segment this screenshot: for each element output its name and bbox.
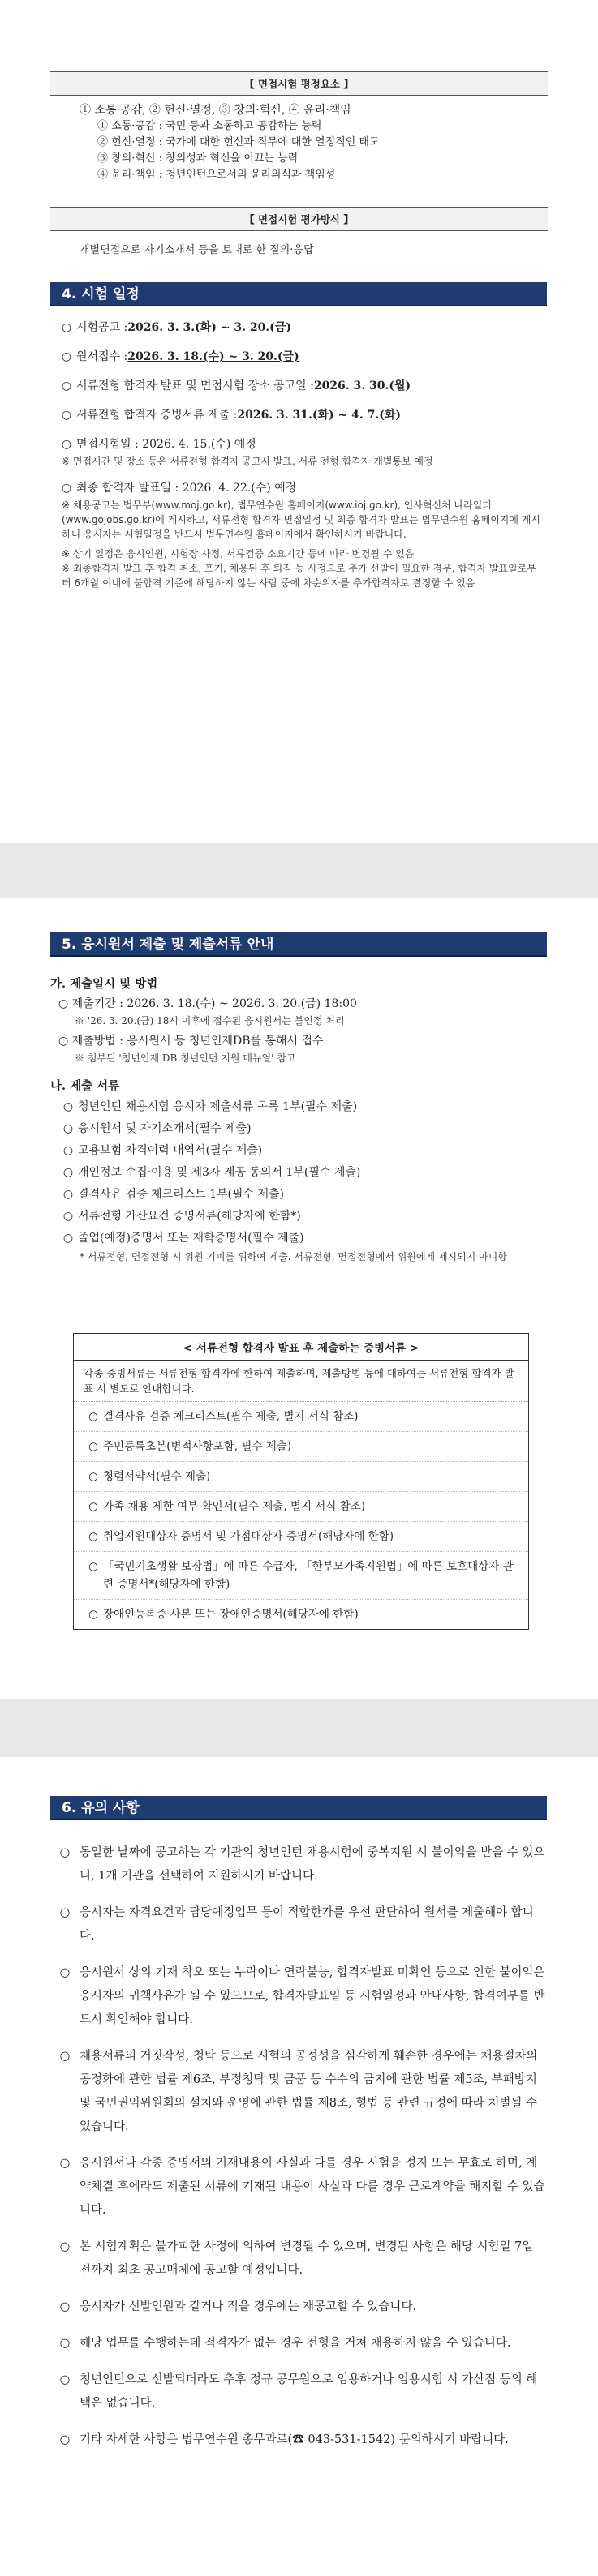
caution-item: ○ 응시자가 선발인원과 같거나 적을 경우에는 재공고할 수 있습니다. xyxy=(59,2300,417,2313)
evidence-item: ○ 가족 채용 제한 여부 확인서(필수 제출, 별지 서식 참조) xyxy=(74,1492,528,1522)
criteria-items-line: ① 소통·공감, ② 헌신·열정, ③ 창의·혁신, ④ 윤리·책임 xyxy=(80,104,351,117)
criteria-detail: ④ 윤리·책임 : 청년인턴으로서의 윤리의식과 책임성 xyxy=(97,169,336,181)
evidence-item: ○ 장애인등록증 사본 또는 장애인증명서(해당자에 한함) xyxy=(88,1608,359,1621)
method-note: ※ 첨부된 '청년인재 DB 청년인턴 지원 매뉴얼' 참고 xyxy=(75,1052,296,1064)
criteria-detail: ① 소통·공감 : 국민 등과 소통하고 공감하는 능력 xyxy=(97,120,322,132)
evidence-item: ○ 「국민기초생활 보장법」에 따른 수급자, 「한부모가족지원법」에 따른 보호대상자 관련 증명서*(해당자에 한함) xyxy=(74,1552,528,1600)
caution-item: ○ 본 시험계획은 불가피한 사정에 의하여 변경될 수 있으며, 변경된 사항은 해당 시험일 7일 전까지 최초 공고매체에 공고할 예정입니다. xyxy=(59,2240,534,2277)
criteria-header: 【 면접시험 평정요소 】 xyxy=(50,71,548,96)
schedule-note: ※ 채용공고는 법무부(www.moj.go.kr), 법무연수원 홈페이지(www.ioj.go.kr), 인사혁신처 나라일터(www.gojobs.go.kr)에 게시하고, 서류전형 합격자·면접일정 및 최종 합격자 발표는 법무연수원 홈페이지에 게시하니 응시자는 시험일정을 반드시 법무연수원 홈페이지에서 확인하시기 바랍니다. xyxy=(62,499,540,540)
caution-item: ○ 동일한 날짜에 공고하는 각 기관의 청년인턴 채용시험에 중복지원 시 불이익을 받을 수 있으니, 1개 기관을 선택하여 지원하시기 바랍니다. xyxy=(59,1846,545,1883)
page-1 xyxy=(0,0,598,843)
caution-item: ○ 기타 자세한 사항은 법무연수원 총무과로(☎ 043-531-1542) 문의하시기 바랍니다. xyxy=(59,2433,509,2446)
period-row: ○ 제출기간 : 2026. 3. 18.(수) ~ 2026. 3. 20.(금) 18:00 xyxy=(58,997,357,1010)
page-gap xyxy=(0,843,598,898)
doc-item: ○ 결격사유 검증 체크리스트 1부(필수 제출) xyxy=(62,1188,285,1201)
criteria-list xyxy=(80,102,548,183)
caution-list xyxy=(50,1841,547,2465)
schedule-row: ○ 시험공고 : 2026. 3. 3.(화) ~ 3. 20.(금) xyxy=(61,321,291,334)
docs-note: * 서류전형, 면접전형 시 위원 기피를 위하여 제출. 서류전형, 면접전형에서 위원에게 제시되지 아니함 xyxy=(80,1251,507,1262)
caution-item: ○ 해당 업무를 수행하는데 적격자가 없는 경우 전형을 거쳐 채용하지 않을 수 있습니다. xyxy=(59,2337,511,2350)
schedule-note: ※ 상기 일정은 응시인원, 시험장 사정, 서류검증 소요기간 등에 따라 변경될 수 있음 xyxy=(62,548,415,559)
page-2 xyxy=(0,898,598,1699)
interview-date-row: ○ 면접시험일 : 2026. 4. 15.(수) 예정 xyxy=(61,438,256,451)
method-row: ○ 제출방법 : 응시원서 등 청년인재DB를 통해서 접수 xyxy=(58,1035,324,1048)
doc-item: ○ 졸업(예정)증명서 또는 재학증명서(필수 제출) xyxy=(62,1232,304,1245)
criteria-detail: ② 헌신·열정 : 국가에 대한 헌신과 직무에 대한 열정적인 태도 xyxy=(97,136,380,148)
evidence-box-subtitle: 각종 증빙서류는 서류전형 합격자에 한하여 제출하며, 제출방법 등에 대하여는 서류전형 합격자 발표 시 별도로 안내합니다. xyxy=(74,1361,528,1402)
sub-heading-a: 가. 제출일시 및 방법 xyxy=(50,977,158,991)
schedule-note: ※ 최종합격자 발표 후 합격 취소, 포기, 채용된 후 퇴직 등 사정으로 추가 선발이 필요한 경우, 합격자 발표일로부터 6개월 이내에 불합격 기준에 해당하지 않는 사람 중에 차순위자를 추가합격자로 결정할 수 있음 xyxy=(62,563,536,589)
criteria-detail: ③ 창의·혁신 : 창의성과 혁신을 이끄는 능력 xyxy=(97,152,299,165)
evidence-item: ○ 취업지원대상자 증명서 및 가점대상자 증명서(해당자에 한함) xyxy=(74,1522,528,1552)
method-header: 【 면접시험 평가방식 】 xyxy=(50,207,548,231)
doc-item: ○ 응시원서 및 자기소개서(필수 제출) xyxy=(62,1122,252,1135)
page-3 xyxy=(0,1757,598,2576)
doc-item: ○ 서류전형 가산요건 증명서류(해당자에 한함*) xyxy=(62,1210,301,1223)
evidence-item: ○ 결격사유 검증 체크리스트(필수 제출, 별지 서식 참조) xyxy=(74,1402,528,1432)
schedule-list xyxy=(57,318,553,590)
section-6-title: 6. 유의 사항 xyxy=(50,1796,547,1820)
schedule-row: ○ 서류전형 합격자 발표 및 면접시험 장소 공고일 : 2026. 3. 30.(월) xyxy=(61,379,411,392)
interview-note: ※ 면접시간 및 장소 등은 서류전형 합격자 공고시 발표, 서류 전형 합격자 개별통보 예정 xyxy=(62,456,433,467)
final-date-row: ○ 최종 합격자 발표일 : 2026. 4. 22.(수) 예정 xyxy=(61,482,297,495)
section-5-title: 5. 응시원서 제출 및 제출서류 안내 xyxy=(50,932,547,957)
page-gap xyxy=(0,1699,598,1757)
submission-block xyxy=(50,975,547,1264)
section-4-title: 4. 시험 일정 xyxy=(50,282,547,306)
doc-item: ○ 고용보험 자격이력 내역서(필수 제출) xyxy=(62,1144,263,1157)
evidence-docs-box xyxy=(73,1333,529,1630)
schedule-row: ○ 서류전형 합격자 증빙서류 제출 : 2026. 3. 31.(화) ~ 4. 7.(화) xyxy=(61,409,402,422)
caution-item: ○ 채용서류의 거짓작성, 청탁 등으로 시험의 공정성을 심각하게 훼손한 경우에는 채용절차의 공정화에 관한 법률 제6조, 부정청탁 및 금품 등 수수의 금지에 관한 법률 제5조, 부패방지 및 국민권익위원회의 설치와 운영에 관한 법률 제8조, 형법 등 관련 규정에 따라 처벌될 수 있습니다. xyxy=(59,2050,538,2133)
sub-heading-b: 나. 제출 서류 xyxy=(50,1079,120,1093)
caution-item: ○ 응시자는 자격요건과 담당예정업무 등이 적합한가를 우선 판단하여 원서를 제출해야 합니다. xyxy=(59,1906,534,1943)
method-text: 개별면접으로 자기소개서 등을 토대로 한 질의·응답 xyxy=(80,244,314,256)
caution-item: ○ 청년인턴으로 선발되더라도 추후 정규 공무원으로 임용하거나 임용시험 시 가산점 등의 혜택은 없습니다. xyxy=(59,2373,538,2410)
schedule-row: ○ 원서접수 : 2026. 3. 18.(수) ~ 3. 20.(금) xyxy=(61,350,299,363)
evidence-box-title: < 서류전형 합격자 발표 후 제출하는 증빙서류 > xyxy=(74,1334,528,1361)
evidence-item: ○ 주민등록초본(병적사항포함, 필수 제출) xyxy=(74,1432,528,1462)
period-note: ※ '26. 3. 20.(금) 18시 이후에 접수된 응시원서는 불인정 처리 xyxy=(75,1015,345,1027)
caution-item: ○ 응시원서나 각종 증명서의 기재내용이 사실과 다를 경우 시험을 정지 또는 무효로 하며, 계약체결 후에라도 제출된 서류에 기재된 내용이 사실과 다를 경우 근로계약을 해지할 수 있습니다. xyxy=(59,2157,545,2217)
doc-item: ○ 개인정보 수집·이용 및 제3자 제공 동의서 1부(필수 제출) xyxy=(62,1166,361,1179)
evidence-item: ○ 청렴서약서(필수 제출) xyxy=(74,1462,528,1492)
doc-item: ○ 청년인턴 채용시험 응시자 제출서류 목록 1부(필수 제출) xyxy=(62,1100,358,1113)
caution-item: ○ 응시원서 상의 기재 착오 또는 누락이나 연락불능, 합격자발표 미확인 등으로 인한 불이익은 응시자의 귀책사유가 될 수 있으므로, 합격자발표일 등 시험일정과 안내사항, 합격여부를 반드시 확인해야 합니다. xyxy=(59,1966,545,2026)
